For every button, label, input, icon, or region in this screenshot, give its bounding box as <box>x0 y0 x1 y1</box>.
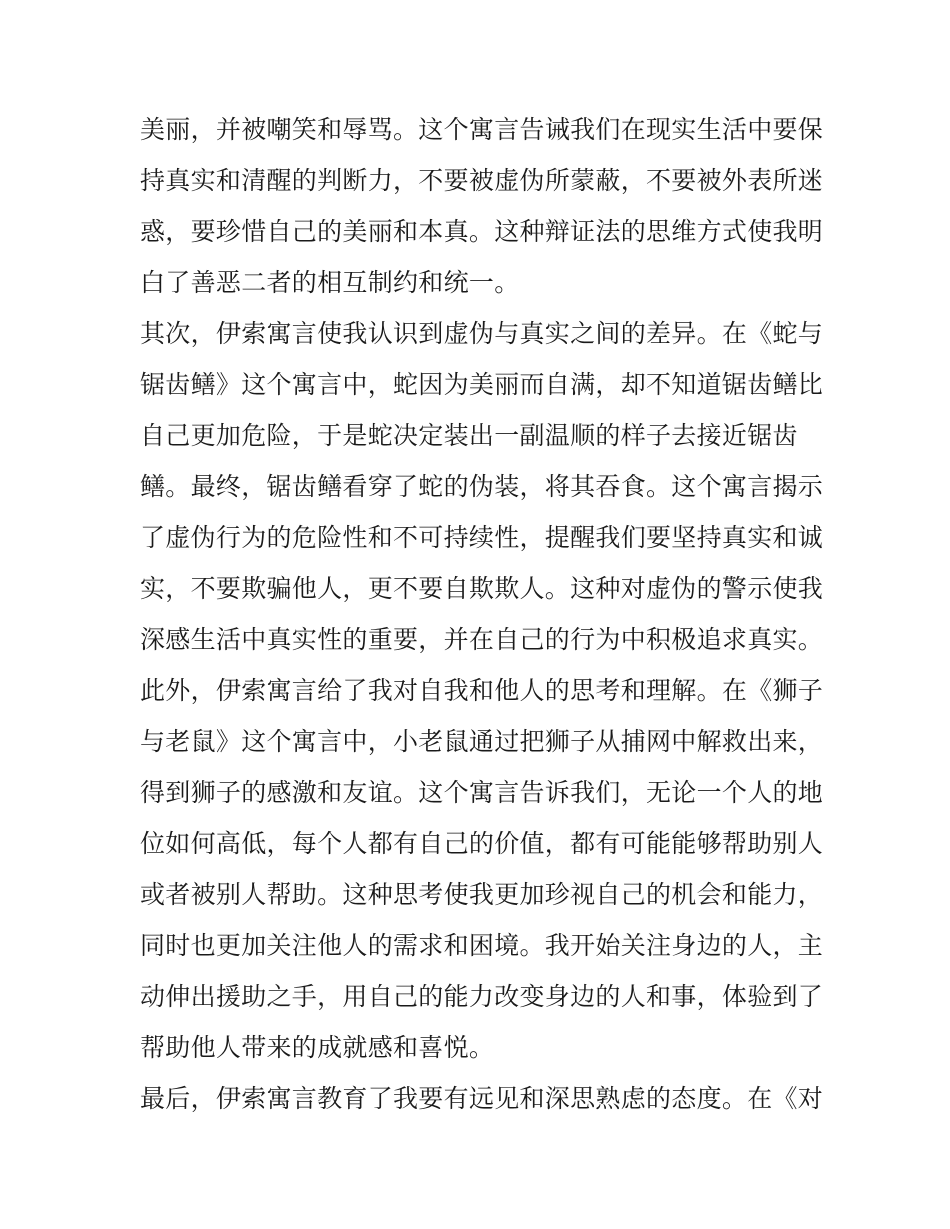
text-line-10: 实，不要欺骗他人，更不要自欺欺人。这种对虚伪的警示使我 <box>140 574 824 603</box>
text-line-12: 此外，伊索寓言给了我对自我和他人的思考和理解。在《狮子 <box>140 676 824 705</box>
text-line-13: 与老鼠》这个寓言中，小老鼠通过把狮子从捕网中解救出来， <box>140 727 824 756</box>
document-body <box>140 108 824 1128</box>
text-line-4: 白了善恶二者的相互制约和统一。 <box>140 268 520 297</box>
text-line-15: 位如何高低，每个人都有自己的价值，都有可能能够帮助别人 <box>140 829 824 858</box>
text-line-19: 帮助他人带来的成就感和喜悦。 <box>140 1033 495 1062</box>
text-line-5: 其次，伊索寓言使我认识到虚伪与真实之间的差异。在《蛇与 <box>140 319 824 348</box>
text-line-16: 或者被别人帮助。这种思考使我更加珍视自己的机会和能力， <box>140 880 824 909</box>
text-line-1: 美丽，并被嘲笑和辱骂。这个寓言告诫我们在现实生活中要保 <box>140 115 824 144</box>
text-line-3: 惑，要珍惜自己的美丽和本真。这种辩证法的思维方式使我明 <box>140 217 824 246</box>
text-line-11: 深感生活中真实性的重要，并在自己的行为中积极追求真实。 <box>140 625 824 654</box>
text-line-20: 最后，伊索寓言教育了我要有远见和深思熟虑的态度。在《对 <box>140 1084 824 1113</box>
text-line-18: 动伸出援助之手，用自己的能力改变身边的人和事，体验到了 <box>140 982 824 1011</box>
text-line-17: 同时也更加关注他人的需求和困境。我开始关注身边的人，主 <box>140 931 824 960</box>
text-line-14: 得到狮子的感激和友谊。这个寓言告诉我们，无论一个人的地 <box>140 778 824 807</box>
text-line-9: 了虚伪行为的危险性和不可持续性，提醒我们要坚持真实和诚 <box>140 523 824 552</box>
text-line-6: 锯齿鳝》这个寓言中，蛇因为美丽而自满，却不知道锯齿鳝比 <box>140 370 824 399</box>
text-line-2: 持真实和清醒的判断力，不要被虚伪所蒙蔽，不要被外表所迷 <box>140 166 824 195</box>
text-line-7: 自己更加危险，于是蛇决定装出一副温顺的样子去接近锯齿 <box>140 421 798 450</box>
text-line-8: 鳝。最终，锯齿鳝看穿了蛇的伪装，将其吞食。这个寓言揭示 <box>140 472 824 501</box>
